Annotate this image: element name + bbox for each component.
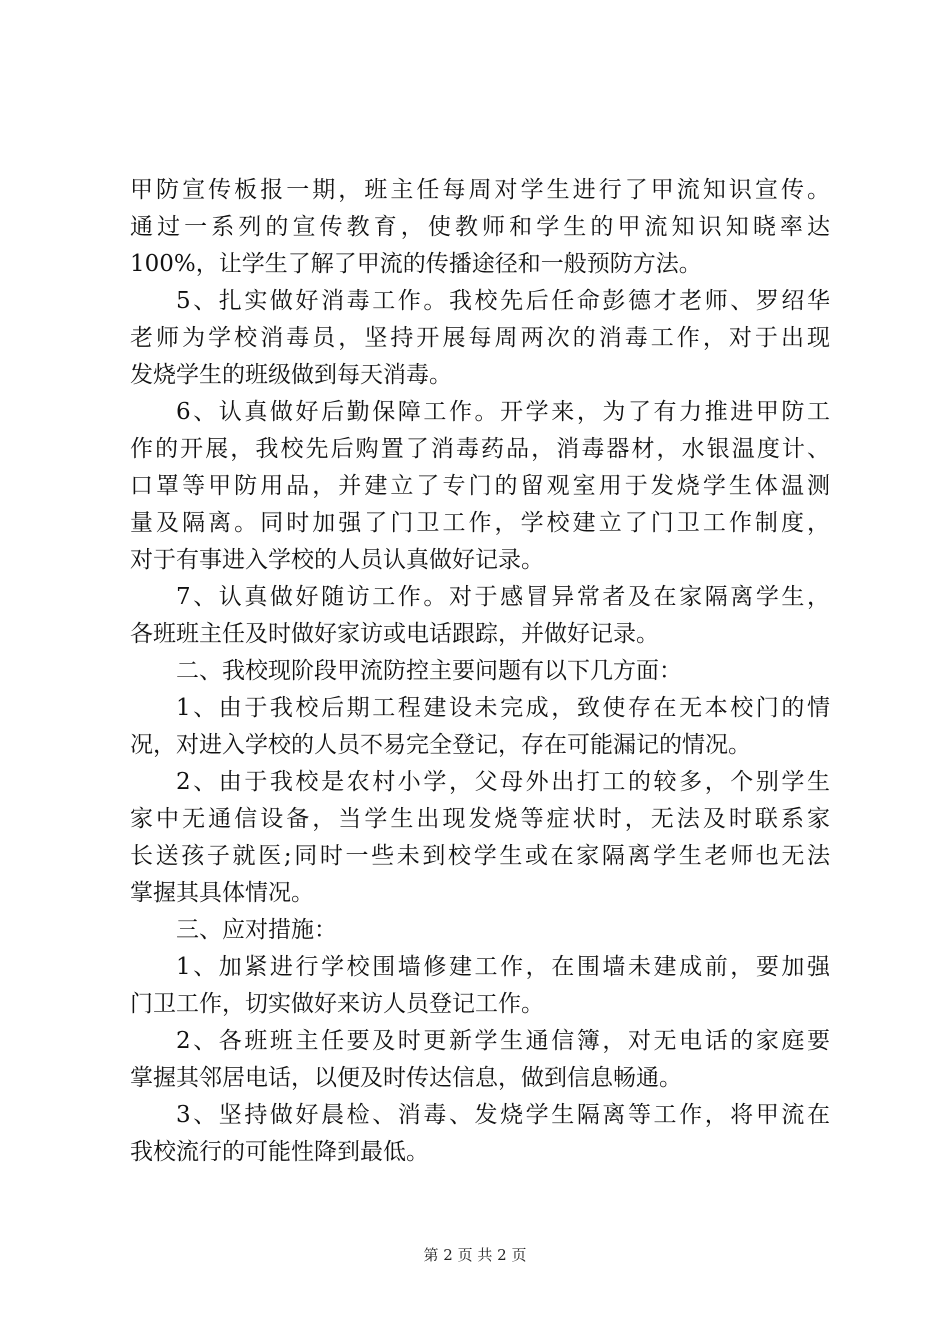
text-line: 作的开展，我校先后购置了消毒药品，消毒器材，水银温度计、: [130, 436, 830, 462]
text-line: 老师为学校消毒员，坚持开展每周两次的消毒工作，对于出现: [130, 325, 830, 351]
text-line: 我校流行的可能性降到最低。: [130, 1139, 429, 1165]
text-line: 各班班主任及时做好家访或电话跟踪，并做好记录。: [130, 621, 659, 647]
text-line: 1、加紧进行学校围墙修建工作，在围墙未建成前，要加强: [176, 954, 830, 980]
text-line: 5、扎实做好消毒工作。我校先后任命彭德才老师、罗绍华: [176, 288, 830, 314]
text-line: 6、认真做好后勤保障工作。开学来，为了有力推进甲防工: [176, 399, 830, 425]
text-line: 二、我校现阶段甲流防控主要问题有以下几方面：: [176, 658, 682, 684]
text-line: 100%，让学生了解了甲流的传播途径和一般预防方法。: [130, 251, 702, 277]
page-footer: 第 2 页 共 2 页: [423, 1246, 527, 1264]
text-line: 发烧学生的班级做到每天消毒。: [130, 362, 452, 388]
text-line: 况，对进入学校的人员不易完全登记，存在可能漏记的情况。: [130, 732, 751, 758]
text-line: 3、坚持做好晨检、消毒、发烧学生隔离等工作，将甲流在: [176, 1102, 830, 1128]
text-line: 甲防宣传板报一期，班主任每周对学生进行了甲流知识宣传。: [130, 177, 830, 203]
text-line: 量及隔离。同时加强了门卫工作，学校建立了门卫工作制度，: [130, 510, 830, 536]
document-body: [130, 172, 830, 1171]
text-line: 掌握其邻居电话，以便及时传达信息，做到信息畅通。: [130, 1065, 682, 1091]
text-line: 门卫工作，切实做好来访人员登记工作。: [130, 991, 544, 1017]
text-line: 三、应对措施：: [176, 917, 337, 943]
text-line: 掌握其具体情况。: [130, 880, 314, 906]
text-line: 对于有事进入学校的人员认真做好记录。: [130, 547, 544, 573]
text-line: 通过一系列的宣传教育，使教师和学生的甲流知识知晓率达: [130, 214, 830, 240]
text-line: 口罩等甲防用品，并建立了专门的留观室用于发烧学生体温测: [130, 473, 830, 499]
text-line: 1、由于我校后期工程建设未完成，致使存在无本校门的情: [176, 695, 830, 721]
text-line: 2、各班班主任要及时更新学生通信簿，对无电话的家庭要: [176, 1028, 830, 1054]
text-line: 家中无通信设备，当学生出现发烧等症状时，无法及时联系家: [130, 806, 830, 832]
text-line: 7、认真做好随访工作。对于感冒异常者及在家隔离学生，: [176, 584, 830, 610]
text-line: 2、由于我校是农村小学，父母外出打工的较多，个别学生: [176, 769, 830, 795]
text-line: 长送孩子就医;同时一些未到校学生或在家隔离学生老师也无法: [130, 843, 830, 869]
